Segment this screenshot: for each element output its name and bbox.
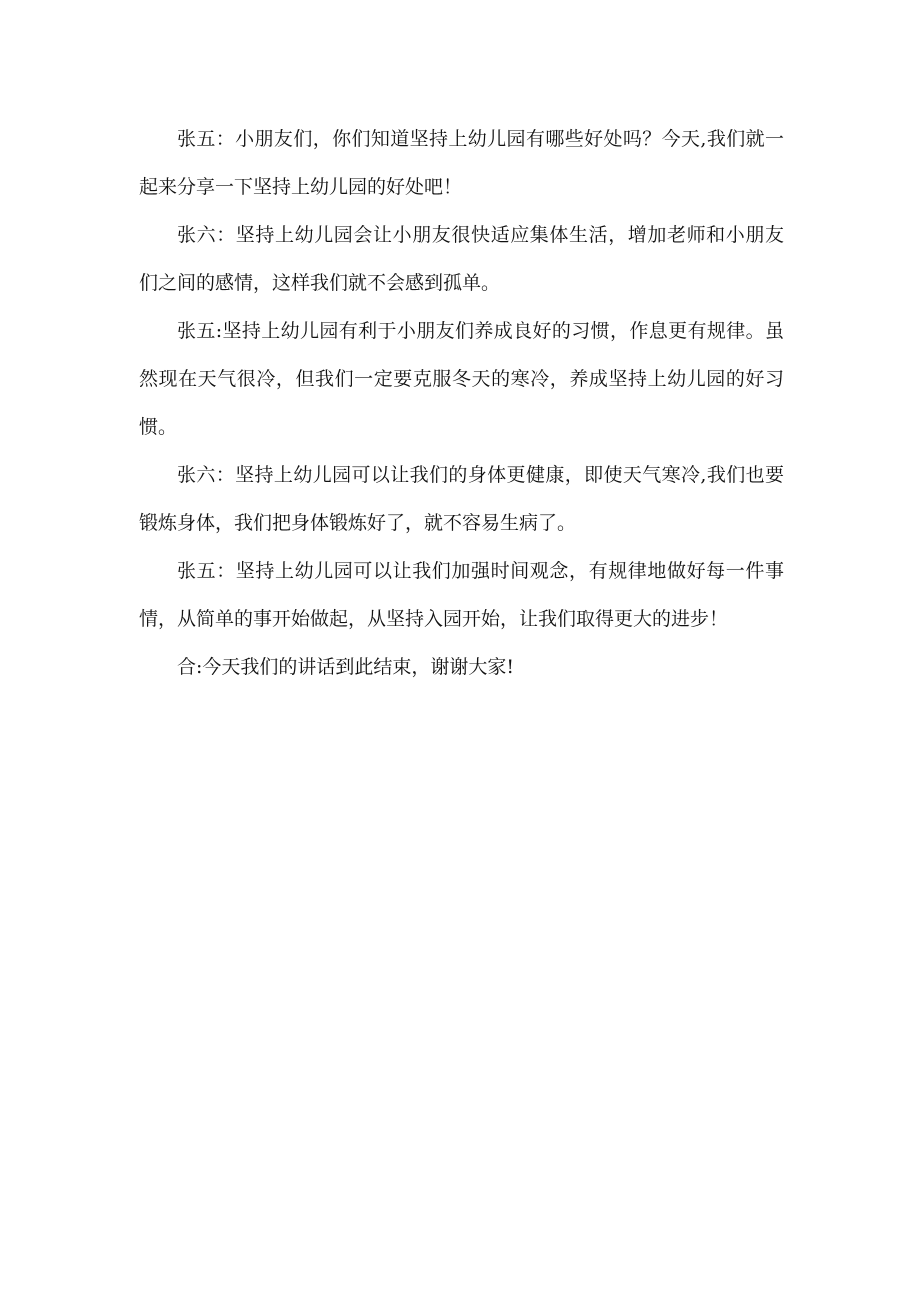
paragraph-3: 张五:坚持上幼儿园有利于小朋友们养成良好的习惯，作息更有规律。虽然现在天气很冷，但我们一定要克服冬天的寒冷，养成坚持上幼儿园的好习惯。 [139,320,784,438]
paragraph-1: 张五：小朋友们，你们知道坚持上幼儿园有哪些好处吗？今天,我们就一起来分享一下坚持上幼儿园的好处吧！ [139,128,784,198]
paragraph-4: 张六：坚持上幼儿园可以让我们的身体更健康，即使天气寒冷,我们也要锻炼身体，我们把身体锻炼好了，就不容易生病了。 [139,464,784,534]
document-body [139,115,784,691]
paragraph-2: 张六：坚持上幼儿园会让小朋友很快适应集体生活，增加老师和小朋友们之间的感情，这样我们就不会感到孤单。 [139,224,784,294]
paragraph-5: 张五：坚持上幼儿园可以让我们加强时间观念，有规律地做好每一件事情，从简单的事开始做起，从坚持入园开始，让我们取得更大的进步！ [139,560,784,630]
paragraph-6: 合:今天我们的讲话到此结束，谢谢大家! [177,656,515,678]
